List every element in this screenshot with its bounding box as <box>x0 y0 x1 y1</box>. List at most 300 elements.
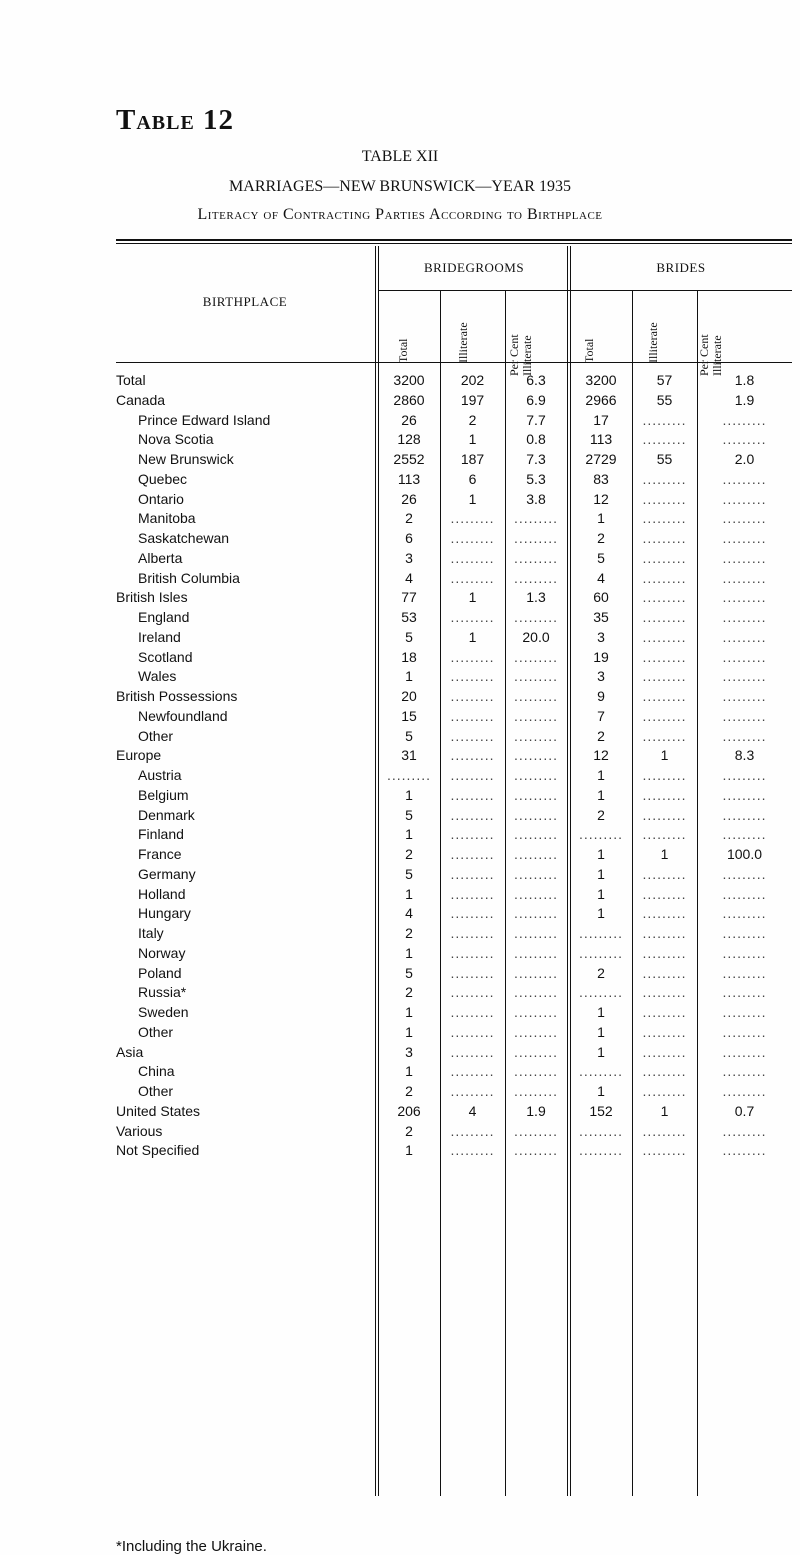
groom-total-cell: 26 <box>401 490 417 507</box>
birthplace-name: Italy <box>138 925 164 941</box>
table-row <box>116 786 792 806</box>
birthplace-name: Quebec <box>138 470 188 487</box>
bride-illiterate-cell: 1 <box>660 1102 669 1119</box>
groom-total-cell: 2860 <box>393 391 425 408</box>
bride-total-header: Total <box>582 338 596 363</box>
bride-pct-cell: ......... <box>722 865 767 882</box>
bride-total-cell: 2 <box>597 964 605 981</box>
groom-pct-cell: ......... <box>513 688 558 704</box>
bride-total-cell: 2 <box>597 806 605 823</box>
bride-pct-cell: ......... <box>722 826 767 843</box>
top-rule-1 <box>116 239 792 241</box>
groom-total-cell: 20 <box>401 688 417 704</box>
groom-pct-cell: ......... <box>513 767 558 783</box>
groom-illiterate-cell: 202 <box>460 372 485 388</box>
table-row <box>116 371 792 391</box>
groom-total-cell: 5 <box>405 628 413 645</box>
bride-illiterate-cell: ......... <box>642 786 687 803</box>
groom-pct-cell: ......... <box>513 648 558 665</box>
bride-illiterate-cell: ......... <box>642 530 687 546</box>
bride-total-cell: 1 <box>597 510 605 527</box>
groom-pct-cell: ......... <box>513 1004 558 1020</box>
bride-total-cell: 5 <box>597 549 605 566</box>
table-row <box>116 845 792 865</box>
bride-total-cell: ......... <box>578 826 623 843</box>
bride-pct-cell: ......... <box>722 589 767 606</box>
birthplace-name: Ontario <box>138 490 184 507</box>
birthplace-name: Other <box>138 1083 174 1099</box>
groom-illiterate-cell: 1 <box>468 628 477 645</box>
bride-total-cell: 9 <box>597 688 605 704</box>
groom-pct-header: Per Cent Illiterate <box>507 334 534 376</box>
table-row <box>116 529 792 549</box>
bride-total-cell: 1 <box>597 1083 605 1099</box>
bride-illiterate-cell: ......... <box>642 964 687 981</box>
groom-total-cell: 26 <box>401 411 417 428</box>
birthplace-name: Poland <box>138 964 182 981</box>
table-row <box>116 825 792 845</box>
table-row <box>116 983 792 1003</box>
birthplace-name: Denmark <box>138 806 195 823</box>
groom-illiterate-cell: 4 <box>468 1102 477 1119</box>
birthplace-name: Prince Edward Island <box>138 411 271 428</box>
bride-illiterate-cell: ......... <box>642 925 687 941</box>
bride-total-cell: 83 <box>593 470 609 487</box>
groom-illiterate-cell: ......... <box>450 806 495 823</box>
bride-total-cell: 60 <box>593 589 609 606</box>
birthplace-name: Germany <box>138 865 196 882</box>
groom-total-cell: 18 <box>401 648 417 665</box>
bride-illiterate-cell: ......... <box>642 984 687 1001</box>
bride-pct-cell: ......... <box>722 628 767 645</box>
table-row <box>116 1023 792 1043</box>
groom-total-cell: 5 <box>405 865 413 882</box>
birthplace-name: China <box>138 1063 175 1080</box>
bride-illiterate-cell: ......... <box>642 1142 687 1159</box>
groom-illiterate-cell: 6 <box>468 470 477 487</box>
bride-illiterate-cell: ......... <box>642 490 687 507</box>
groom-illiterate-cell: ......... <box>450 944 495 961</box>
groom-pct-cell: ......... <box>513 569 558 586</box>
table-row <box>116 411 792 431</box>
groom-illiterate-cell: ......... <box>450 846 495 862</box>
groom-total-cell: 1 <box>405 944 413 961</box>
bride-pct-cell: ......... <box>722 530 767 546</box>
groom-illiterate-cell: ......... <box>450 885 495 902</box>
table-row <box>116 648 792 668</box>
groom-total-cell: 3 <box>405 1043 413 1060</box>
groom-illiterate-cell: 1 <box>468 589 477 606</box>
table-row <box>116 470 792 490</box>
groom-total-cell: 1 <box>405 826 413 843</box>
bride-pct-cell: ......... <box>722 549 767 566</box>
bride-total-cell: 1 <box>597 786 605 803</box>
bride-pct-cell: ......... <box>722 727 767 744</box>
groom-pct-cell: ......... <box>513 510 558 527</box>
table-row <box>116 509 792 529</box>
bride-illiterate-header: Illiterate <box>646 322 660 363</box>
bride-pct-cell: ......... <box>722 569 767 586</box>
groom-illiterate-cell: ......... <box>450 707 495 724</box>
birthplace-name: Manitoba <box>138 510 196 527</box>
groom-total-cell: 2 <box>405 925 413 941</box>
table-row <box>116 904 792 924</box>
header-bottom-rule <box>116 362 792 363</box>
bride-illiterate-cell: ......... <box>642 1023 687 1040</box>
birthplace-name: Scotland <box>138 648 193 665</box>
bride-total-cell: ......... <box>578 1122 623 1139</box>
groom-pct-cell: 1.9 <box>526 1102 546 1119</box>
bride-illiterate-cell: ......... <box>642 1083 687 1099</box>
bride-total-cell: ......... <box>578 1142 623 1159</box>
bride-total-cell: 1 <box>597 1023 605 1040</box>
birthplace-name: Alberta <box>138 549 183 566</box>
table-row <box>116 727 792 747</box>
groom-total-cell: 3 <box>405 549 413 566</box>
groom-total-cell: 128 <box>397 431 421 448</box>
bride-total-cell: ......... <box>578 944 623 961</box>
birthplace-name: Finland <box>138 826 184 843</box>
groom-total-cell: 1 <box>405 885 413 902</box>
groom-illiterate-cell: ......... <box>450 688 495 704</box>
birthplace-name: Belgium <box>138 786 189 803</box>
bride-total-cell: 1 <box>597 846 605 862</box>
groom-pct-cell: 6.3 <box>526 372 546 388</box>
table-row <box>116 806 792 826</box>
bride-total-cell: 12 <box>593 490 609 507</box>
groom-pct-cell: ......... <box>513 944 558 961</box>
table-row <box>116 667 792 687</box>
groom-total-cell: 6 <box>405 530 413 546</box>
bride-illiterate-cell: ......... <box>642 727 687 744</box>
bride-illiterate-cell: ......... <box>642 1043 687 1060</box>
bride-illiterate-cell: ......... <box>642 628 687 645</box>
groom-pct-cell: ......... <box>513 530 558 546</box>
bride-total-cell: 12 <box>593 747 609 764</box>
bride-illiterate-cell: ......... <box>642 688 687 704</box>
groom-illiterate-cell: ......... <box>450 609 495 625</box>
bride-total-cell: 1 <box>597 905 605 922</box>
groom-illiterate-cell: 187 <box>460 451 485 467</box>
table-title: MARRIAGES—NEW BRUNSWICK—YEAR 1935 <box>229 178 571 195</box>
bride-pct-header: Per Cent Illiterate <box>697 334 724 376</box>
groom-illiterate-cell: ......... <box>450 905 495 922</box>
bride-total-cell: 1 <box>597 767 605 783</box>
bride-illiterate-cell: ......... <box>642 1122 687 1139</box>
bride-illiterate-cell: 55 <box>656 391 673 408</box>
bride-pct-cell: ......... <box>722 944 767 961</box>
table-row <box>116 746 792 766</box>
bride-pct-cell: ......... <box>722 885 767 902</box>
table-row <box>116 628 792 648</box>
table-row <box>116 885 792 905</box>
groom-illiterate-cell: ......... <box>450 1063 495 1080</box>
groom-illiterate-cell: ......... <box>450 964 495 981</box>
bride-total-cell: 3 <box>597 628 605 645</box>
bride-illiterate-cell: ......... <box>642 885 687 902</box>
groom-total-cell: 31 <box>401 747 417 764</box>
bride-illiterate-cell: ......... <box>642 826 687 843</box>
groom-illiterate-cell: ......... <box>450 1023 495 1040</box>
bride-illiterate-cell: ......... <box>642 865 687 882</box>
groom-pct-cell: 7.3 <box>526 451 546 467</box>
groom-illiterate-cell: ......... <box>450 826 495 843</box>
groom-total-cell: 2 <box>405 510 413 527</box>
groom-pct-cell: ......... <box>513 964 558 981</box>
birthplace-name: Nova Scotia <box>138 431 214 448</box>
groom-pct-cell: ......... <box>513 609 558 625</box>
table-row <box>116 1122 792 1142</box>
bride-illiterate-cell: ......... <box>642 944 687 961</box>
groom-illiterate-cell: 197 <box>460 391 485 408</box>
table-subtitle: Literacy of Contracting Parties According to Birthplace <box>197 206 603 223</box>
bride-total-cell: 152 <box>589 1102 613 1119</box>
table-row <box>116 766 792 786</box>
groom-total-cell: 5 <box>405 964 413 981</box>
bride-total-cell: 19 <box>593 648 609 665</box>
bride-pct-cell: ......... <box>722 905 767 922</box>
table-row <box>116 490 792 510</box>
bride-total-cell: 17 <box>593 411 609 428</box>
groom-pct-cell: ......... <box>513 1023 558 1040</box>
groom-illiterate-cell: ......... <box>450 1142 495 1159</box>
birthplace-name: France <box>138 846 182 862</box>
groom-total-cell: 2 <box>405 1083 413 1099</box>
groom-total-cell: 206 <box>397 1102 421 1119</box>
groom-total-cell: 77 <box>401 589 417 606</box>
table-row <box>116 608 792 628</box>
groom-illiterate-cell: ......... <box>450 786 495 803</box>
bride-pct-cell: ......... <box>722 648 767 665</box>
bride-pct-cell: ......... <box>722 431 767 448</box>
table-row <box>116 964 792 984</box>
groom-illiterate-cell: ......... <box>450 767 495 783</box>
groom-illiterate-cell: ......... <box>450 530 495 546</box>
table-row <box>116 1003 792 1023</box>
groom-total-cell: 2 <box>405 984 413 1001</box>
groom-illiterate-cell: ......... <box>450 727 495 744</box>
table-row <box>116 944 792 964</box>
groom-total-header: Total <box>396 338 410 363</box>
bride-illiterate-cell: ......... <box>642 569 687 586</box>
groom-total-cell: 2 <box>405 846 413 862</box>
birthplace-name: British Columbia <box>138 569 240 586</box>
groom-total-cell: 3200 <box>393 372 425 388</box>
groom-illiterate-cell: ......... <box>450 1043 495 1060</box>
table-header <box>116 246 792 356</box>
birthplace-name: Saskatchewan <box>138 530 230 546</box>
birthplace-name: Ireland <box>138 628 181 645</box>
birthplace-name: British Isles <box>116 589 188 606</box>
groom-illiterate-header: Illiterate <box>456 322 470 363</box>
bride-total-cell: 1 <box>597 1004 605 1020</box>
groom-total-cell: 4 <box>405 905 413 922</box>
table-row <box>116 924 792 944</box>
table-row <box>116 687 792 707</box>
bride-illiterate-cell: ......... <box>642 470 687 487</box>
bride-total-cell: ......... <box>578 1063 623 1080</box>
bride-illiterate-cell: 1 <box>660 846 669 862</box>
bride-illiterate-cell: ......... <box>642 767 687 783</box>
table-label: TABLE XII <box>361 148 439 165</box>
bride-total-cell: 2966 <box>585 391 617 408</box>
birthplace-name: Total <box>116 372 146 388</box>
birthplace-name: Not Specified <box>116 1142 200 1159</box>
groom-pct-cell: 0.8 <box>526 431 546 448</box>
groom-total-cell: 1 <box>405 1023 413 1040</box>
table-row <box>116 588 792 608</box>
groom-total-cell: ......... <box>386 767 431 783</box>
groom-total-cell: 5 <box>405 727 413 744</box>
groom-pct-cell: ......... <box>513 727 558 744</box>
bride-pct-cell: 8.3 <box>734 747 755 764</box>
groom-illiterate-cell: ......... <box>450 865 495 882</box>
birthplace-name: Newfoundland <box>138 707 228 724</box>
bride-pct-cell: ......... <box>722 668 767 685</box>
table-row <box>116 569 792 589</box>
table-row <box>116 549 792 569</box>
birthplace-name: England <box>138 609 190 625</box>
birthplace-name: United States <box>116 1102 201 1119</box>
bride-illiterate-cell: 1 <box>660 747 669 764</box>
groom-illiterate-cell: 2 <box>468 411 477 428</box>
bride-pct-cell: ......... <box>722 490 767 507</box>
bride-pct-cell: ......... <box>722 1063 767 1080</box>
bride-pct-cell: ......... <box>722 1122 767 1139</box>
bride-pct-cell: ......... <box>722 609 767 625</box>
table-body <box>116 371 792 1161</box>
bride-illiterate-cell: ......... <box>642 1063 687 1080</box>
groom-total-cell: 53 <box>401 609 417 625</box>
groom-pct-cell: ......... <box>513 1083 558 1099</box>
bride-total-cell: 1 <box>597 885 605 902</box>
groom-pct-cell: ......... <box>513 1142 558 1159</box>
groom-pct-cell: ......... <box>513 668 558 685</box>
bride-pct-cell: ......... <box>722 925 767 941</box>
groom-pct-cell: ......... <box>513 549 558 566</box>
footnote: *Including the Ukraine. <box>116 1538 267 1555</box>
birthplace-name: British Possessions <box>116 688 238 704</box>
bride-illiterate-cell: 55 <box>656 451 673 467</box>
groom-total-cell: 1 <box>405 668 413 685</box>
birthplace-name: Austria <box>138 767 182 783</box>
birthplace-name: Hungary <box>138 905 191 922</box>
bride-illiterate-cell: ......... <box>642 609 687 625</box>
bride-illiterate-cell: ......... <box>642 510 687 527</box>
birthplace-name: Norway <box>138 944 186 961</box>
groom-illiterate-cell: ......... <box>450 668 495 685</box>
bride-illiterate-cell: ......... <box>642 549 687 566</box>
table-row <box>116 391 792 411</box>
bride-total-cell: 2 <box>597 727 605 744</box>
bride-pct-cell: ......... <box>722 1043 767 1060</box>
groom-pct-cell: 20.0 <box>522 628 550 645</box>
bride-illiterate-cell: ......... <box>642 905 687 922</box>
birthplace-name: Asia <box>116 1043 144 1060</box>
groom-illiterate-cell: ......... <box>450 984 495 1001</box>
groom-total-cell: 1 <box>405 1142 413 1159</box>
groom-pct-cell: ......... <box>513 1063 558 1080</box>
bride-pct-cell: ......... <box>722 470 767 487</box>
groom-illiterate-cell: ......... <box>450 569 495 586</box>
bride-total-cell: 2729 <box>585 451 617 467</box>
bride-total-cell: 3 <box>597 668 605 685</box>
bride-illiterate-cell: ......... <box>642 1004 687 1020</box>
bride-total-cell: ......... <box>578 925 623 941</box>
bride-illiterate-cell: ......... <box>642 431 687 448</box>
bride-pct-cell: ......... <box>722 984 767 1001</box>
groom-pct-cell: ......... <box>513 865 558 882</box>
table-row <box>116 707 792 727</box>
bride-illiterate-cell: 57 <box>656 372 673 388</box>
bride-total-cell: 4 <box>597 569 605 586</box>
bride-pct-cell: ......... <box>722 1083 767 1099</box>
birthplace-name: Various <box>116 1122 163 1139</box>
groom-total-cell: 4 <box>405 569 413 586</box>
bride-pct-cell: ......... <box>722 688 767 704</box>
birthplace-name: Holland <box>138 885 186 902</box>
bride-total-cell: 1 <box>597 1043 605 1060</box>
groom-illiterate-cell: ......... <box>450 925 495 941</box>
table-row <box>116 1141 792 1161</box>
bride-pct-cell: ......... <box>722 1142 767 1159</box>
groom-total-cell: 2 <box>405 1122 413 1139</box>
bride-pct-cell: ......... <box>722 806 767 823</box>
groom-illiterate-cell: ......... <box>450 1083 495 1099</box>
groom-pct-cell: ......... <box>513 826 558 843</box>
table-row <box>116 1082 792 1102</box>
groom-pct-cell: 1.3 <box>526 589 546 606</box>
bride-pct-cell: 2.0 <box>734 451 755 467</box>
bride-illiterate-cell: ......... <box>642 411 687 428</box>
bride-total-cell: 1 <box>597 865 605 882</box>
bride-total-cell: 2 <box>597 530 605 546</box>
groom-total-cell: 113 <box>397 470 421 487</box>
birthplace-name: Wales <box>138 668 177 685</box>
brides-header: BRIDES <box>656 260 706 275</box>
bride-pct-cell: ......... <box>722 964 767 981</box>
groom-total-cell: 15 <box>401 707 417 724</box>
groom-illiterate-cell: 1 <box>468 431 477 448</box>
bride-pct-cell: ......... <box>722 1023 767 1040</box>
bride-pct-cell: 1.9 <box>734 391 755 408</box>
bride-total-cell: 7 <box>597 707 605 724</box>
bride-pct-cell: ......... <box>722 707 767 724</box>
groom-pct-cell: 7.7 <box>526 411 546 428</box>
bride-illiterate-cell: ......... <box>642 589 687 606</box>
groom-illiterate-cell: ......... <box>450 747 495 764</box>
groom-pct-cell: ......... <box>513 846 558 862</box>
bride-pct-cell: ......... <box>722 767 767 783</box>
bride-illiterate-cell: ......... <box>642 806 687 823</box>
bride-total-cell: 3200 <box>585 372 617 388</box>
table-row <box>116 865 792 885</box>
groom-total-cell: 2552 <box>393 451 425 467</box>
groom-illiterate-cell: ......... <box>450 1122 495 1139</box>
top-rule-2 <box>116 243 792 244</box>
groom-pct-cell: ......... <box>513 707 558 724</box>
table-row <box>116 450 792 470</box>
bride-pct-cell: 100.0 <box>726 846 763 862</box>
birthplace-name: Sweden <box>138 1004 189 1020</box>
groom-illiterate-cell: 1 <box>468 490 477 507</box>
bride-total-cell: ......... <box>578 984 623 1001</box>
bride-pct-cell: ......... <box>722 786 767 803</box>
groom-pct-cell: 5.3 <box>526 470 546 487</box>
table-row <box>116 1043 792 1063</box>
birthplace-header: BIRTHPLACE <box>202 294 288 309</box>
table-row <box>116 430 792 450</box>
